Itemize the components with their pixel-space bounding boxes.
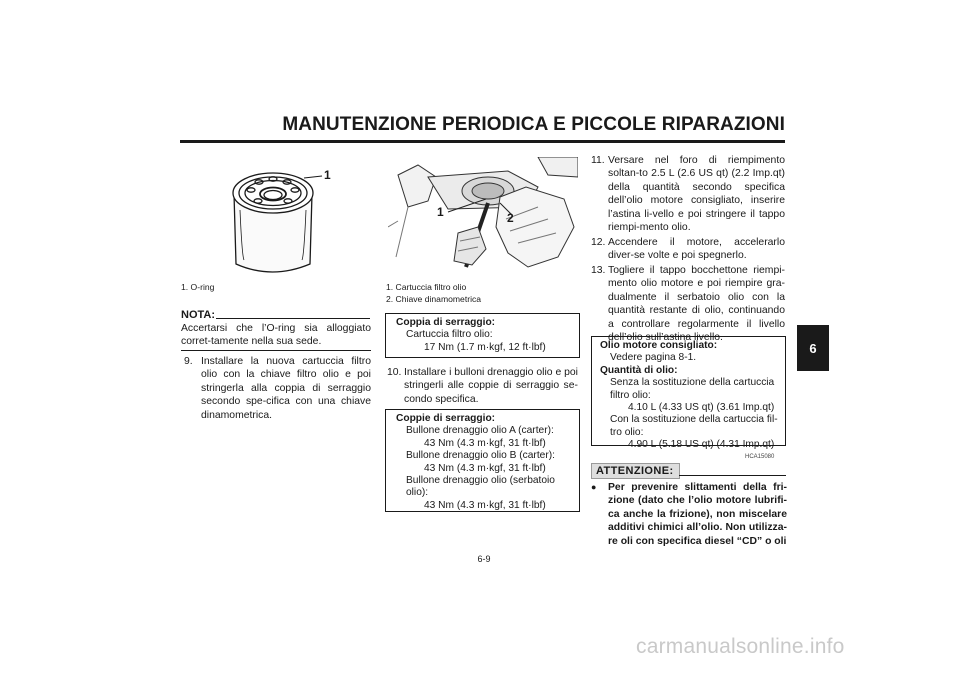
step-13 [591,264,785,344]
figure2-caption-1: 1. Cartuccia filtro olio [386,282,467,292]
spec-line: Bullone drenaggio olio A (carter): [406,425,554,437]
step-number: 13. [591,265,606,276]
step-number: 12. [591,237,606,248]
spec-heading: Olio motore consigliato: [600,340,718,351]
spec-box-torque-filter [385,313,580,358]
bullet-icon: ● [591,482,597,492]
oil-filter-illustration [222,160,334,280]
spec-line: 4.90 L (5.18 US qt) (4.31 Imp.qt) [628,439,775,451]
attention-text [591,481,787,548]
spec-line: tro olio: [610,426,644,438]
figure1-caption: 1. O-ring [181,282,215,292]
spec-line: Cartuccia filtro olio: [406,329,493,341]
title-rule [180,140,785,143]
spec-line: filtro olio: [610,389,651,401]
spec-line: Bullone drenaggio olio B (carter): [406,450,555,462]
site-watermark: carmanualsonline.info [636,635,845,658]
figure2-caption-2: 2. Chiave dinamometrica [386,294,482,304]
step-number: 10. [387,367,402,378]
page-title: MANUTENZIONE PERIODICA E PICCOLE RIPARAZIONI [282,114,785,135]
spec-line: 43 Nm (4.3 m·kgf, 31 ft·lbf) [424,462,546,474]
page-number: 6-9 [477,554,491,564]
torque-wrench-illustration [388,157,578,279]
nota-text: Accertarsi che l’O-ring sia alloggiato corret-tamente nella sua sede. [181,323,371,348]
spec-heading: Coppie di serraggio: [396,413,496,424]
attention-paragraph: Per prevenire slittamenti della fri-zione (dato che l’olio motore lubrifi-ca anche la frizione), non miscelare additivi chimici all’olio. Non utilizza-re oli con specifica diesel “CD” o oli [608,482,787,547]
spec-line: Con la sostituzione della cartuccia fil- [610,414,778,426]
step-10 [387,366,578,406]
step-text: Versare nel foro di riempimento soltan-to 2.5 L (2.6 US qt) (2.2 Imp.qt) della quantità secondo specifica dell’olio motore consigliato, inserire l’astina li-vello e poi stringere il tappo riempi-mento olio. [608,155,785,234]
figure2-callout-2: 2 [507,211,514,225]
spec-heading: Coppia di serraggio: [396,317,496,328]
spec-line: 4.10 L (4.33 US qt) (3.61 Imp.qt) [628,402,775,414]
step-number: 9. [184,356,193,367]
spec-line: Bullone drenaggio olio (serbatoio [406,475,555,487]
attention-badge: ATTENZIONE: [591,463,680,479]
nota-top-rule [216,318,370,319]
step-text: Togliere il tappo bocchettone riempi-mento olio motore e poi riempire gra-dualmente il serbatoio olio con la quantità restante di olio, continuando a controllare regolarmente il livello dell’olio sull’astina livello. [608,265,785,344]
figure1-callout: 1 [324,168,331,182]
step-11 [591,154,785,234]
spec-box-oil [591,336,786,451]
attention-code: HCA15080 [745,454,775,460]
step-text: Installare i bulloni drenaggio olio e poi stringerli alle coppie di serraggio se-condo specifica. [404,367,578,405]
step-number: 11. [591,155,605,166]
spec-line: 17 Nm (1.7 m·kgf, 12 ft·lbf) [424,341,546,353]
spec-line: 43 Nm (4.3 m·kgf, 31 ft·lbf) [424,499,546,511]
step-text: Accendere il motore, accelerarlo diver-se volte e poi spegnerlo. [608,237,785,262]
spec-line: Vedere pagina 8-1. [610,352,697,364]
spec-line: olio): [406,487,429,499]
step-text: Installare la nuova cartuccia filtro olio con la chiave filtro olio e poi stringerla alla coppia di serraggio secondo spe-cifica con una chiave dinamometrica. [201,356,371,421]
spec-heading: Quantità di olio: [600,364,678,376]
spec-line: Senza la sostituzione della cartuccia [610,377,775,389]
spec-box-torque-bolts [385,409,580,512]
nota-label: NOTA: [181,309,216,321]
step-12 [591,236,785,263]
attention-rule [679,475,786,476]
step-9 [184,355,371,422]
figure2-callout-1: 1 [437,205,444,219]
nota-bottom-rule [181,350,371,351]
spec-line: 43 Nm (4.3 m·kgf, 31 ft·lbf) [424,437,546,449]
chapter-tab: 6 [797,325,829,371]
